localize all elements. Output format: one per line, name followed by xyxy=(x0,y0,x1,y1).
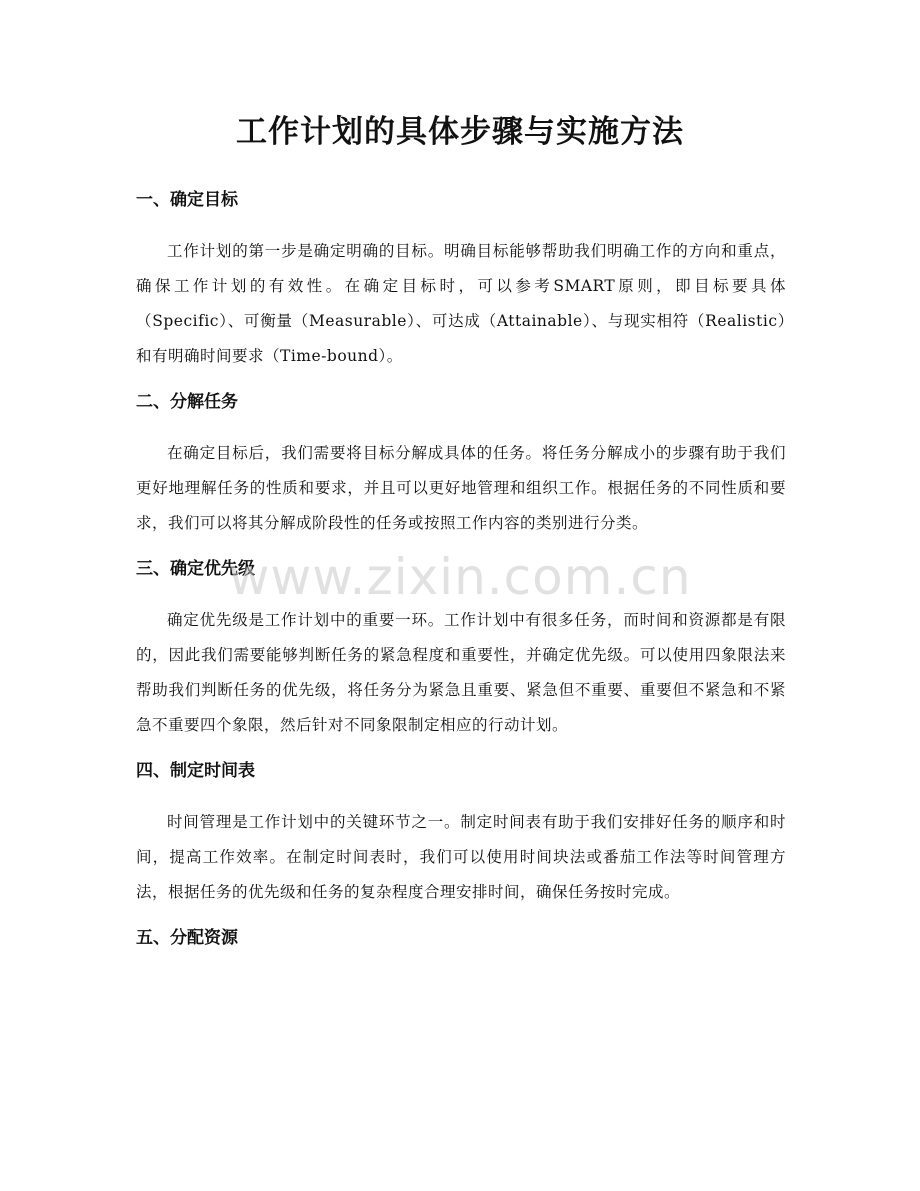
section-determine-goal xyxy=(136,184,786,374)
document-body xyxy=(136,184,786,972)
document-title: 工作计划的具体步骤与实施方法 xyxy=(236,114,684,150)
section-paragraph: 确定优先级是工作计划中的重要一环。工作计划中有很多任务，而时间和资源都是有限的，因此我们需要能够判断任务的紧急程度和重要性，并确定优先级。可以使用四象限法来帮助我们判断任务的优先级，将任务分为紧急且重要、紧急但不重要、重要但不紧急和不紧急不重要四个象限，然后针对不同象限制定相应的行动计划。 xyxy=(136,611,786,734)
watermark: www.zixin.com.cn xyxy=(228,548,692,606)
section-heading: 三、确定优先级 xyxy=(136,559,255,579)
section-heading: 一、确定目标 xyxy=(136,190,238,210)
section-paragraph: 工作计划的第一步是确定明确的目标。明确目标能够帮助我们明确工作的方向和重点，确保工作计划的有效性。在确定目标时，可以参考SMART原则，即目标要具体（Specific）、可衡量（Measurable）、可达成（Attainable）、与现实相符（Realistic）和有明确时间要求（Time-bound）。 xyxy=(136,242,786,365)
section-heading: 二、分解任务 xyxy=(136,392,238,412)
section-make-schedule xyxy=(136,755,786,910)
section-heading: 四、制定时间表 xyxy=(136,761,255,781)
section-heading: 五、分配资源 xyxy=(136,928,238,948)
section-paragraph: 时间管理是工作计划中的关键环节之一。制定时间表有助于我们安排好任务的顺序和时间，提高工作效率。在制定时间表时，我们可以使用时间块法或番茄工作法等时间管理方法，根据任务的优先级和任务的复杂程度合理安排时间，确保任务按时完成。 xyxy=(136,813,786,901)
section-paragraph: 在确定目标后，我们需要将目标分解成具体的任务。将任务分解成小的步骤有助于我们更好地理解任务的性质和要求，并且可以更好地管理和组织工作。根据任务的不同性质和要求，我们可以将其分解成阶段性的任务或按照工作内容的类别进行分类。 xyxy=(136,444,786,532)
section-allocate-resources xyxy=(136,922,786,954)
section-break-down-tasks xyxy=(136,386,786,541)
section-set-priority xyxy=(136,553,786,743)
